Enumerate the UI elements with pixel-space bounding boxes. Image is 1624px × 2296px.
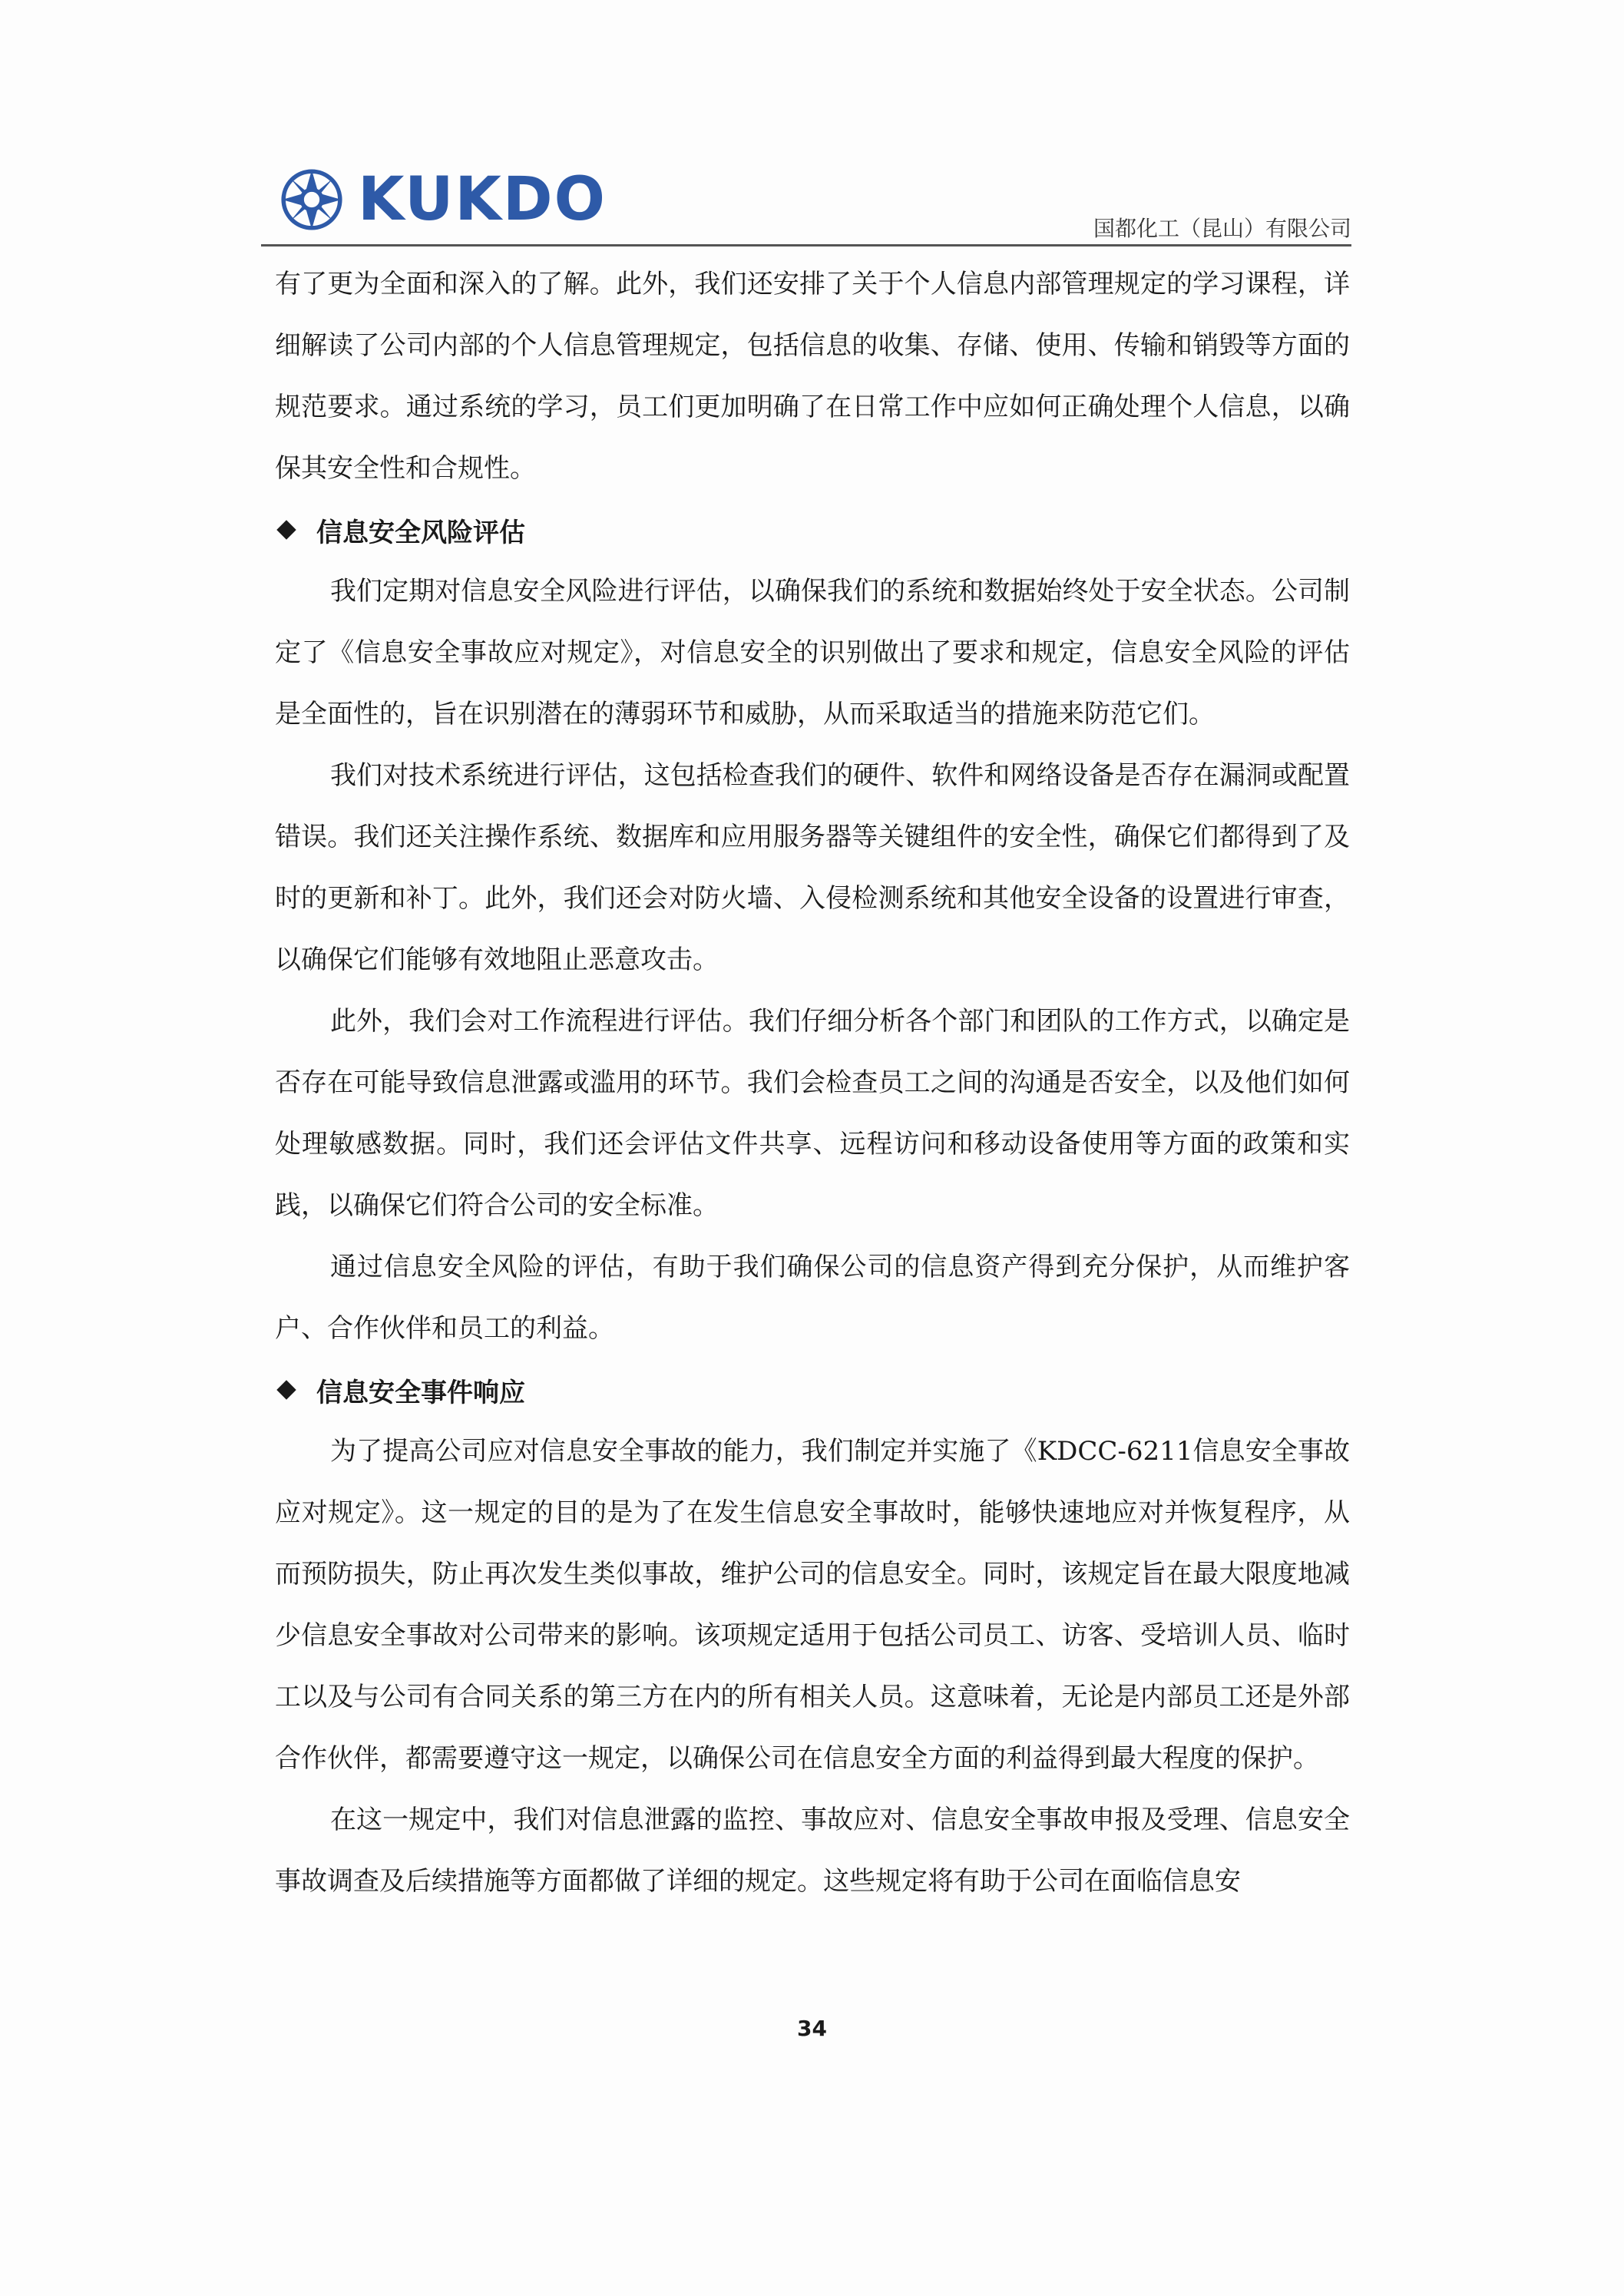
paragraph-7: 在这一规定中，我们对信息泄露的监控、事故应对、信息安全事故申报及受理、信息安全事故调查及后续措施等方面都做了详细的规定。这些规定将有助于公司在面临信息安 (275, 1805, 1350, 1897)
paragraph-3: 我们对技术系统进行评估，这包括检查我们的硬件、软件和网络设备是否存在漏洞或配置错误。我们还关注操作系统、数据库和应用服务器等关键组件的安全性，确保它们都得到了及时的更新和补丁。此外，我们还会对防火墙、入侵检测系统和其他安全设备的设置进行审查，以确保它们能够有效地阻止恶意攻击。 (275, 760, 1350, 975)
paragraph-5: 通过信息安全风险的评估，有助于我们确保公司的信息资产得到充分保护，从而维护客户、合作伙伴和员工的利益。 (275, 1252, 1350, 1344)
logo-wheel-icon (276, 164, 347, 235)
section-heading-text: 信息安全风险评估 (316, 517, 525, 548)
document-body (275, 253, 1350, 1912)
header-divider (261, 244, 1351, 246)
paragraph-1: 有了更为全面和深入的了解。此外，我们还安排了关于个人信息内部管理规定的学习课程，详细解读了公司内部的个人信息管理规定，包括信息的收集、存储、使用、传输和销毁等方面的规范要求。通过系统的学习，员工们更加明确了在日常工作中应如何正确处理个人信息，以确保其安全性和合规性。 (275, 269, 1350, 484)
paragraph-2: 我们定期对信息安全风险进行评估，以确保我们的系统和数据始终处于安全状态。公司制定了《信息安全事故应对规定》，对信息安全的识别做出了要求和规定，信息安全风险的评估是全面性的，旨在识别潜在的薄弱环节和威胁，从而采取适当的措施来防范它们。 (275, 576, 1350, 729)
section-heading-text: 信息安全事件响应 (316, 1377, 525, 1408)
diamond-bullet-icon (276, 520, 296, 539)
section-heading-incident-response (275, 1359, 1350, 1421)
logo-text: KUKDO (358, 165, 607, 234)
page-header (261, 161, 1351, 246)
paragraph-4: 此外，我们会对工作流程进行评估。我们仔细分析各个部门和团队的工作方式，以确定是否存在可能导致信息泄露或滥用的环节。我们会检查员工之间的沟通是否安全，以及他们如何处理敏感数据。同时，我们还会评估文件共享、远程访问和移动设备使用等方面的政策和实践，以确保它们符合公司的安全标准。 (275, 1006, 1350, 1221)
page-number: 34 (797, 2016, 827, 2041)
kukdo-logo (276, 161, 607, 238)
company-name: 国都化工（昆山）有限公司 (1093, 216, 1351, 241)
diamond-bullet-icon (276, 1380, 296, 1399)
section-heading-risk-assessment (275, 499, 1350, 561)
paragraph-6: 为了提高公司应对信息安全事故的能力，我们制定并实施了《KDCC-6211信息安全事故应对规定》。这一规定的目的是为了在发生信息安全事故时，能够快速地应对并恢复程序，从而预防损失，防止再次发生类似事故，维护公司的信息安全。同时，该规定旨在最大限度地减少信息安全事故对公司带来的影响。该项规定适用于包括公司员工、访客、受培训人员、临时工以及与公司有合同关系的第三方在内的所有相关人员。这意味着，无论是内部员工还是外部合作伙伴，都需要遵守这一规定，以确保公司在信息安全方面的利益得到最大程度的保护。 (275, 1436, 1350, 1774)
